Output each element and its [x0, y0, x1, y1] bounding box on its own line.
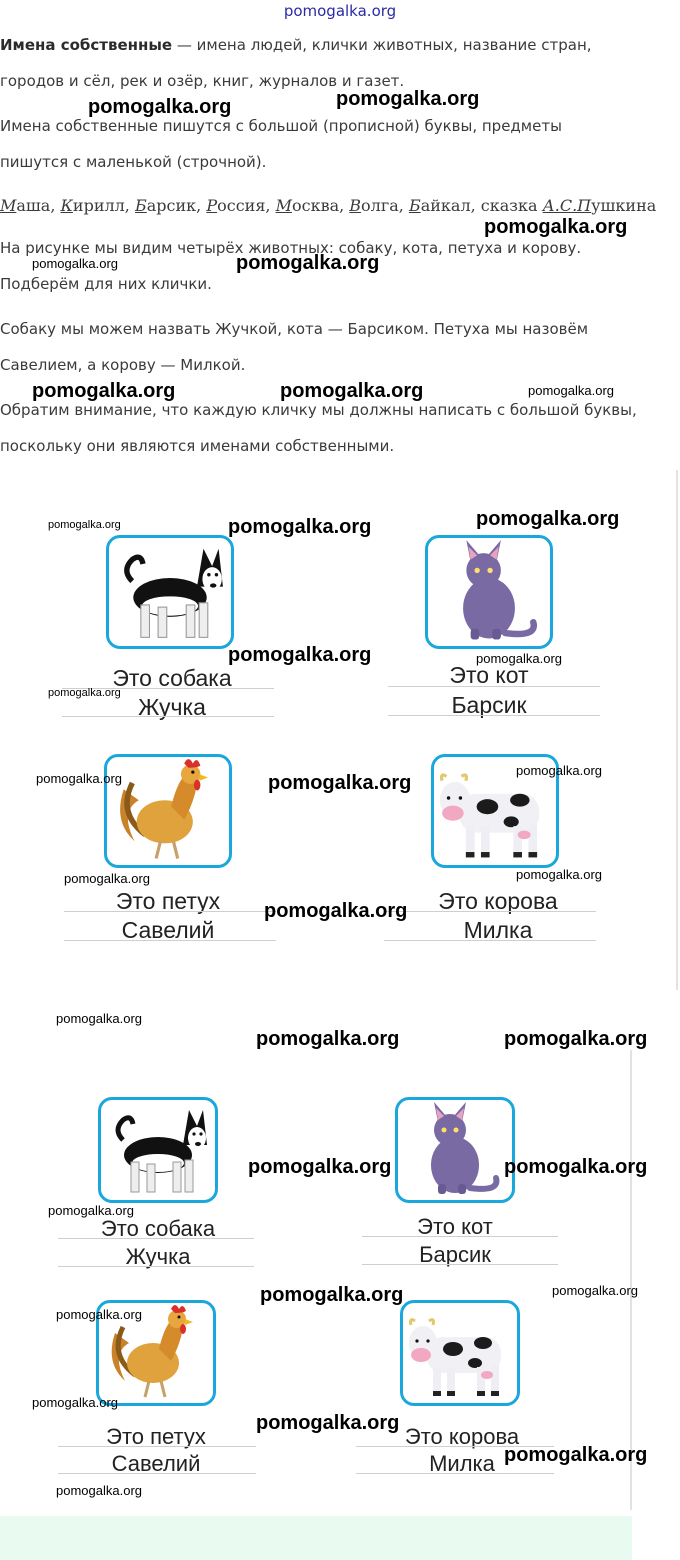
watermark: pomogalka.org: [336, 88, 480, 110]
right-separator-top: [676, 470, 678, 990]
watermark: pomogalka.org: [32, 380, 176, 402]
answer-line-2: Савелием, а корову — Милкой.: [0, 356, 246, 374]
watermark: pomogalka.org: [504, 1156, 648, 1178]
writing-rule: [362, 1236, 558, 1237]
watermark: pomogalka.org: [552, 1283, 638, 1298]
term-bold: Имена собственные: [0, 36, 173, 54]
watermark: pomogalka.org: [528, 383, 614, 398]
purple-cat-icon: [398, 1100, 512, 1200]
cow-caption-2-2: Милка: [429, 1451, 495, 1476]
note-line-1: Обратим внимание, что каждую кличку мы должны написать с большой буквы,: [0, 401, 637, 419]
writing-rule: [384, 911, 596, 912]
writing-rule: [362, 1264, 558, 1265]
cow-caption-1: Это корова: [438, 888, 558, 914]
writing-rule: [64, 940, 276, 941]
definition-line-1: Имена собственные — имена людей, клички животных, название стран,: [0, 36, 592, 54]
watermark: pomogalka.org: [236, 252, 380, 274]
watermark: pomogalka.org: [56, 1307, 142, 1322]
examples-line: Маша, Кирилл, Барсик, Россия, Москва, Волга, Байкал, сказка А.С.Пушкина: [0, 196, 657, 215]
right-separator-bottom: [630, 1050, 632, 1510]
cow-icon: [403, 1303, 517, 1403]
rooster-caption-2-2: Савелий: [111, 1451, 201, 1476]
dog-caption-2-1: Это собака: [100, 1216, 216, 1241]
writing-rule: [58, 1266, 254, 1267]
task-line-2: Подберём для них клички.: [0, 275, 212, 293]
writing-rule: [62, 716, 274, 717]
purple-cat-icon: [428, 538, 550, 646]
dog-card: [106, 535, 234, 649]
site-header-link[interactable]: pomogalka.org: [283, 2, 397, 20]
cat-caption-2-2: Барсик: [419, 1242, 491, 1267]
watermark: pomogalka.org: [64, 871, 150, 886]
watermark: pomogalka.org: [32, 1395, 118, 1410]
rooster-caption-2: Савелий: [121, 917, 215, 943]
rooster-caption-2-1: Это петух: [106, 1424, 206, 1449]
cow-caption-2: Милка: [463, 917, 533, 943]
rule-line-2: пишутся с маленькой (строчной).: [0, 153, 267, 171]
husky-dog-icon: [109, 538, 231, 646]
cow-card-2: [400, 1300, 520, 1406]
writing-rule: [388, 686, 600, 687]
rooster-card: [104, 754, 232, 868]
cat-caption-2-1: Это кот: [417, 1214, 493, 1239]
rooster-caption-1: Это петух: [115, 888, 221, 914]
writing-rule: [58, 1473, 256, 1474]
writing-rule: [384, 940, 596, 941]
watermark: pomogalka.org: [516, 763, 602, 778]
watermark: pomogalka.org: [484, 216, 628, 238]
writing-rule: [356, 1473, 554, 1474]
cat-card-2: [395, 1097, 515, 1203]
watermark: pomogalka.org: [260, 1284, 404, 1306]
dog-card-2: [98, 1097, 218, 1203]
task-line-1: На рисунке мы видим четырёх животных: собаку, кота, петуха и корову.: [0, 239, 582, 257]
watermark: pomogalka.org: [56, 1011, 142, 1026]
dog-caption-2: Жучка: [138, 694, 206, 720]
writing-rule: [64, 911, 276, 912]
watermark: pomogalka.org: [228, 516, 372, 538]
watermark: pomogalka.org: [264, 900, 408, 922]
rooster-icon: [107, 757, 229, 865]
writing-rule: [58, 1238, 254, 1239]
watermark: pomogalka.org: [48, 687, 121, 699]
cat-caption-2: Барсик: [451, 692, 527, 718]
writing-rule: [388, 715, 600, 716]
answer-line-1: Собаку мы можем назвать Жучкой, кота — Барсиком. Петуха мы назовём: [0, 320, 589, 338]
dog-caption-2-2: Жучка: [125, 1244, 191, 1269]
watermark: pomogalka.org: [504, 1444, 648, 1466]
definition-line-2: городов и сёл, рек и озёр, книг, журналов и газет.: [0, 72, 405, 90]
watermark: pomogalka.org: [32, 256, 118, 271]
dog-caption-1: Это собака: [112, 665, 232, 691]
watermark: pomogalka.org: [268, 772, 412, 794]
watermark: pomogalka.org: [48, 519, 121, 531]
watermark: pomogalka.org: [48, 1203, 134, 1218]
watermark: pomogalka.org: [36, 771, 122, 786]
watermark: pomogalka.org: [476, 651, 562, 666]
watermark: pomogalka.org: [88, 96, 232, 118]
rule-line-1: Имена собственные пишутся с большой (прописной) буквы, предметы: [0, 117, 562, 135]
watermark: pomogalka.org: [248, 1156, 392, 1178]
watermark: pomogalka.org: [256, 1028, 400, 1050]
cat-caption-1: Это кот: [449, 662, 529, 688]
watermark: pomogalka.org: [516, 867, 602, 882]
husky-dog-icon: [101, 1100, 215, 1200]
watermark: pomogalka.org: [256, 1412, 400, 1434]
bottom-band: [0, 1516, 632, 1560]
watermark: pomogalka.org: [228, 644, 372, 666]
watermark: pomogalka.org: [476, 508, 620, 530]
watermark: pomogalka.org: [280, 380, 424, 402]
watermark: pomogalka.org: [504, 1028, 648, 1050]
note-line-2: поскольку они являются именами собственными.: [0, 437, 395, 455]
cow-caption-2-1: Это корова: [404, 1424, 520, 1449]
writing-rule: [58, 1446, 256, 1447]
watermark: pomogalka.org: [56, 1483, 142, 1498]
cat-card: [425, 535, 553, 649]
